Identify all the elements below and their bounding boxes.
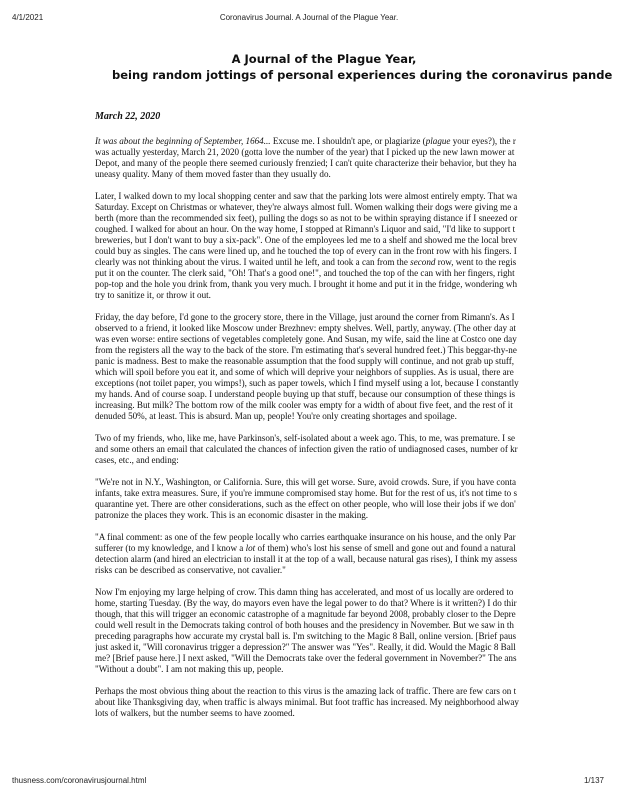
text-run: denuded 50%, at least. This is absurd. Man up, people! You're only creating shortages and spoilage. [95,411,457,421]
journal-paragraph [95,433,618,466]
text-run: breweries, but I don't want to buy a six-pack". One of the employees led me to a shelf and showed me the local brev [95,235,518,245]
journal-paragraph [95,136,618,180]
text-run: clearly was not thinking about the virus. I waited until he left, and took a can from the [95,257,411,267]
italic-text: It was about the beginning of September, 1664... [95,136,271,146]
text-run: coughed. I walked for about an hour. On the way home, I stopped at Rimann's Liquor and said, "I'd like to support t [95,224,516,234]
text-run: try to sanitize it, or throw it out. [95,290,211,300]
journal-paragraph [95,191,618,301]
text-run: cases, etc., and ending: [95,455,179,465]
document-subtitle: being random jottings of personal experiences during the coronavirus pande [112,68,613,82]
text-run: was even worse: entire sections of vegetables completely gone. And Susan, my wife, said the line at Costco one day [95,334,517,344]
text-run: Depot, and many of the people there seemed curiously frenzied; I can't quite characterize their behavior, but they ha [95,158,517,168]
paragraph-line [95,356,618,367]
text-run: detection alarm (and hired an electrician to install it at the top of a wall, because natural gas rises), I think my assess [95,554,518,564]
paragraph-line [95,224,618,235]
journal-paragraph [95,532,618,576]
paragraph-line [95,257,618,268]
paragraph-line [95,598,618,609]
italic-text: plague [425,136,451,146]
text-run: and some others an email that calculated the chances of infection given the ratio of undiagnosed cases, number of kr [95,444,518,454]
paragraph-line [95,554,618,565]
italic-text: second [410,257,436,267]
paragraph-line [95,455,618,466]
paragraph-line [95,290,618,301]
paragraph-line [95,235,618,246]
paragraph-line [95,620,618,631]
text-run: Now I'm enjoying my large helping of crow. This damn thing has accelerated, and most of us locally are ordered to [95,587,514,597]
text-run: "We're not in N.Y., Washington, or California. Sure, this will get worse. Sure, avoid crowds. Sure, if you have conta [95,477,517,487]
text-run: berth (more than the recommended six feet), pulling the dogs so as not to be within spraying distance if I sneezed or [95,213,518,223]
paragraph-line [95,642,618,653]
paragraph-line [95,664,618,675]
paragraph-line [95,246,618,257]
paragraph-line [95,367,618,378]
text-run: me? [Brief pause here.] I next asked, "Will the Democrats take over the federal government in November?" The ans [95,653,517,663]
paragraph-line [95,587,618,598]
paragraph-line [95,312,618,323]
journal-paragraph [95,686,618,719]
text-run: Perhaps the most obvious thing about the reaction to this virus is the amazing lack of traffic. There are few cars on t [95,686,517,696]
paragraph-line [95,279,618,290]
text-run: which will spoil before you eat it, and some of which will deprive your neighbors of supplies. As is usual, there are [95,367,514,377]
text-run: about like Thanksgiving day, when traffic is always minimal. But foot traffic has increased. My neighborhood alway [95,697,519,707]
paragraph-line [95,499,618,510]
paragraph-line [95,147,618,158]
journal-paragraph [95,477,618,521]
text-run: increasing. But milk? The bottom row of the milk cooler was empty for a width of about five feet, and the rest of it [95,400,513,410]
paragraph-line [95,708,618,719]
paragraph-line [95,686,618,697]
text-run: put it on the counter. The clerk said, "Oh! That's a good one!", and touched the top of the can with her fingers, right [95,268,515,278]
text-run: Excuse me. I shouldn't ape, or plagiarize ( [270,136,426,146]
text-run: patronize the places they work. This is an economic disaster in the making. [95,510,369,520]
text-run: quarantine yet. There are other considerations, such as the effect on other people, who will lose their jobs if we don' [95,499,516,509]
print-url: thusness.com/coronavirusjournal.html [12,776,147,785]
paragraph-line [95,345,618,356]
paragraph-line [95,334,618,345]
text-run: was actually yesterday, March 21, 2020 (gotta love the number of the year) that I picked up the new lawn mower at [95,147,515,157]
text-run: infants, take extra measures. Sure, if you're immune compromised stay home. But for the rest of us, it's not time to s [95,488,518,498]
print-page-number: 1/137 [583,776,604,785]
paragraph-line [95,444,618,455]
paragraph-line [95,213,618,224]
paragraph-line [95,510,618,521]
text-run: lots of walkers, but the number seems to have zoomed. [95,708,295,718]
text-run: your eyes?), the r [450,136,516,146]
paragraph-line [95,202,618,213]
paragraph-line [95,488,618,499]
text-run: uneasy quality. Many of them moved faster than they usually do. [95,169,331,179]
paragraph-line [95,543,618,554]
text-run: pop-top and the hole you drink from, thank you very much. I brought it home and put it in the fridge, wondering wh [95,279,518,289]
text-run: could well result in the Democrats taking control of both houses and the presidency in November. But we saw in th [95,620,514,630]
paragraph-line [95,400,618,411]
text-run: "Without a doubt". I am not making this up, people. [95,664,284,674]
entry-date: March 22, 2020 [95,111,161,122]
text-run: "A final comment: as one of the few people locally who carries earthquake insurance on his house, and the only Par [95,532,516,542]
text-run: panic is madness. Best to make the reasonable assumption that the food supply will continue, and not grab up stuff, [95,356,515,366]
paragraph-line [95,389,618,400]
paragraph-line [95,433,618,444]
paragraph-line [95,477,618,488]
journal-body [95,111,618,730]
text-run: from the registers all the way to the back of the store. I'm estimating that's several hundred feet.) This beggar-thy-ne [95,345,517,355]
text-run: row, went to the regis [435,257,517,267]
paragraph-line [95,323,618,334]
journal-paragraph [95,312,618,422]
paragraph-line [95,565,618,576]
text-run: exceptions (not toilet paper, you wimps!), such as paper towels, which I find myself using a lot, because I constantly [95,378,519,388]
paragraph-line [95,158,618,169]
italic-text: lot [245,543,256,553]
text-run: Later, I walked down to my local shopping center and saw that the parking lots were almost entirely empty. That wa [95,191,518,201]
paragraph-line [95,268,618,279]
paragraph-line [95,191,618,202]
text-run: my hands. And of course soap. I understand people buying up that stuff, because our consumption of these things is [95,389,516,399]
text-run: though, that this will trigger an economic catastrophe of a magnitude far beyond 2008, probably closer to the Depre [95,609,516,619]
text-run: sufferer (to my knowledge, and I know a [95,543,246,553]
text-run: home, starting Tuesday. (By the way, do mayors even have the legal power to do that? Where is it written?) I do thir [95,598,517,608]
text-run: preceding paragraphs how accurate my crystal ball is. I'm switching to the Magic 8 Ball, online version. [Brief paus [95,631,517,641]
journal-paragraphs [95,136,618,719]
document-title: A Journal of the Plague Year, [231,52,417,66]
text-run: just asked it, "Will coronavirus trigger a depression?" The answer was "Yes". Really, it did. Would the Magic 8 Ball [95,642,516,652]
print-page-title: Coronavirus Journal. A Journal of the Plague Year. [219,13,399,22]
paragraph-line [95,631,618,642]
text-run: risks can be described as conservative, not cavalier." [95,565,286,575]
text-run: Friday, the day before, I'd gone to the grocery store, there in the Village, just around the corner from Rimann's. As I [95,312,515,322]
paragraph-line [95,136,618,147]
paragraph-line [95,532,618,543]
paragraph-line [95,697,618,708]
paragraph-line [95,378,618,389]
text-run: Two of my friends, who, like me, have Parkinson's, self-isolated about a week ago. This, to me, was premature. I se [95,433,516,443]
paragraph-line [95,653,618,664]
journal-paragraph [95,587,618,675]
text-run: could buy as singles. The cans were lined up, and he touched the top of every can in the front row with his fingers. I [95,246,517,256]
paragraph-line [95,411,618,422]
paragraph-line [95,169,618,180]
print-date: 4/1/2021 [12,13,44,22]
text-run: Saturday. Except on Christmas or whatever, they're always almost full. Women walking their dogs were giving me a [95,202,518,212]
paragraph-line [95,609,618,620]
text-run: observed to a friend, it looked like Moscow under Brezhnev: empty shelves. Well, partly, anyway. (The other day at [95,323,516,333]
text-run: of them) who's lost his sense of smell and gone out and found a natural [255,543,516,553]
